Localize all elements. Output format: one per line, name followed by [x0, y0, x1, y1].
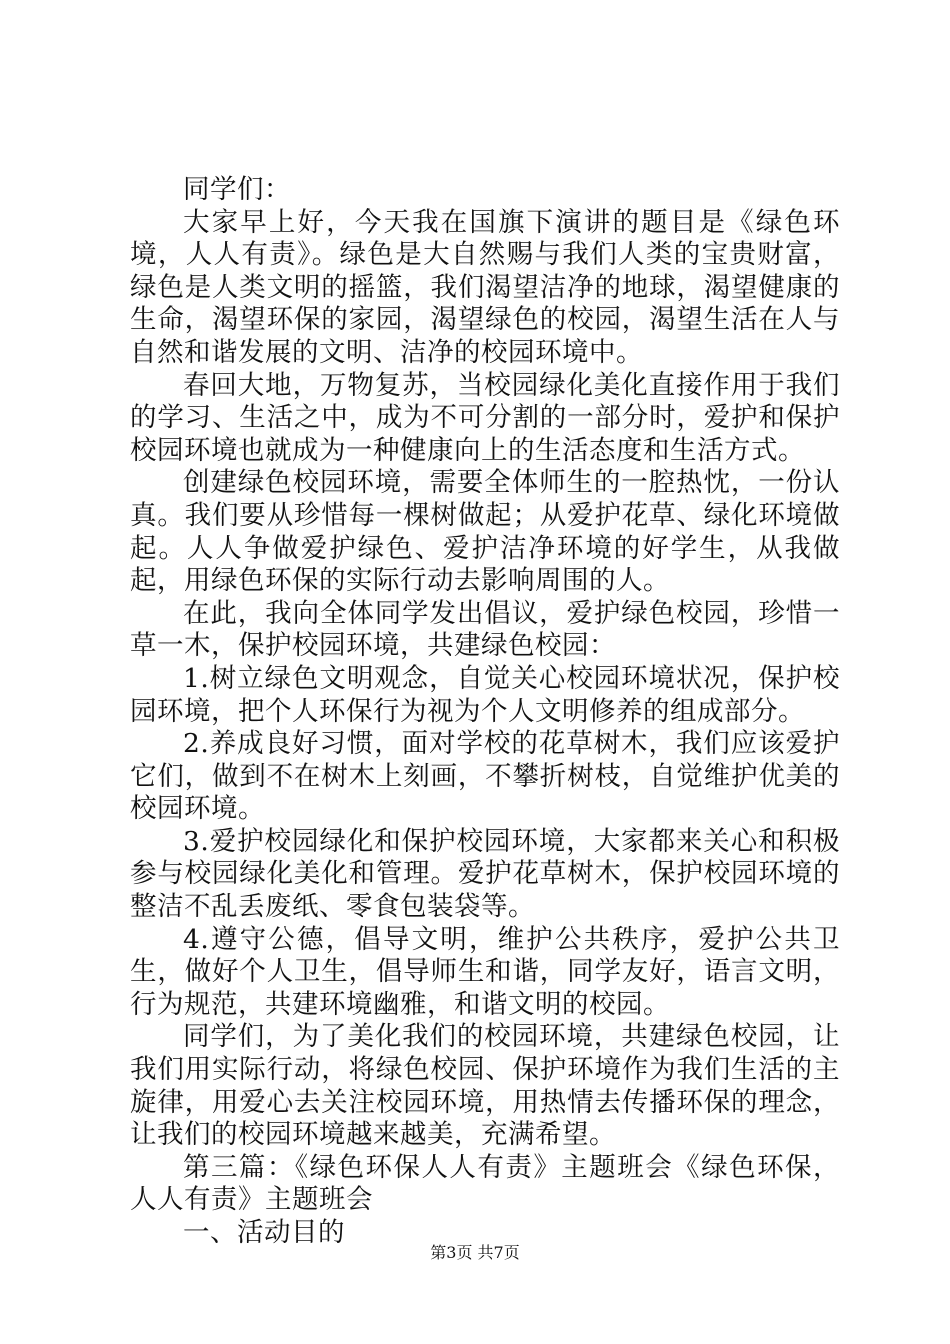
paragraph-closing: 同学们，为了美化我们的校园环境，共建绿色校园，让我们用实际行动，将绿色校园、保护环境作为我们生活的主旋律，用爱心去关注校园环境，用热情去传播环保的理念，让我们的校园环境越来越美，充满希望。 [130, 1021, 840, 1151]
list-item-4: 4.遵守公德，倡导文明，维护公共秩序，爱护公共卫生，做好个人卫生，倡导师生和谐，同学友好，语言文明，行为规范，共建环境幽雅，和谐文明的校园。 [130, 923, 840, 1020]
list-item-2: 2.养成良好习惯，面对学校的花草树木，我们应该爱护它们，做到不在树木上刻画，不攀折树枝，自觉维护优美的校园环境。 [130, 728, 840, 825]
section-heading: 第三篇：《绿色环保人人有责》主题班会《绿色环保，人人有责》主题班会 [130, 1151, 840, 1216]
list-item-3: 3.爱护校园绿化和保护校园环境，大家都来关心和积极参与校园绿化美化和管理。爱护花草树木，保护校园环境的整洁不乱丢废纸、零食包装袋等。 [130, 825, 840, 923]
page-number-footer: 第3页 共7页 [430, 1243, 520, 1262]
paragraph-spring: 春回大地，万物复苏，当校园绿化美化直接作用于我们的学习、生活之中，成为不可分割的一部分时，爱护和保护校园环境也就成为一种健康向上的生活态度和生活方式。 [130, 369, 840, 466]
subsection-heading: 一、活动目的 [183, 1217, 345, 1248]
paragraph-proposal: 在此，我向全体同学发出倡议，爱护绿色校园，珍惜一草一木，保护校园环境，共建绿色校园： [130, 597, 840, 662]
paragraph-opening: 大家早上好，今天我在国旗下演讲的题目是《绿色环境，人人有责》。绿色是大自然赐与我们人类的宝贵财富，绿色是人类文明的摇篮，我们渴望洁净的地球，渴望健康的生命，渴望环保的家园，渴望绿色的校园，渴望生活在人与自然和谐发展的文明、洁净的校园环境中。 [130, 206, 840, 368]
list-item-1: 1.树立绿色文明观念，自觉关心校园环境状况，保护校园环境，把个人环保行为视为个人文明修养的组成部分。 [130, 662, 840, 727]
salutation: 同学们： [183, 174, 291, 205]
document-body [130, 174, 840, 1250]
paragraph-create-green-campus: 创建绿色校园环境，需要全体师生的一腔热忱，一份认真。我们要从珍惜每一棵树做起；从爱护花草、绿化环境做起。人人争做爱护绿色、爱护洁净环境的好学生，从我做起，用绿色环保的实际行动去影响周围的人。 [130, 467, 840, 597]
